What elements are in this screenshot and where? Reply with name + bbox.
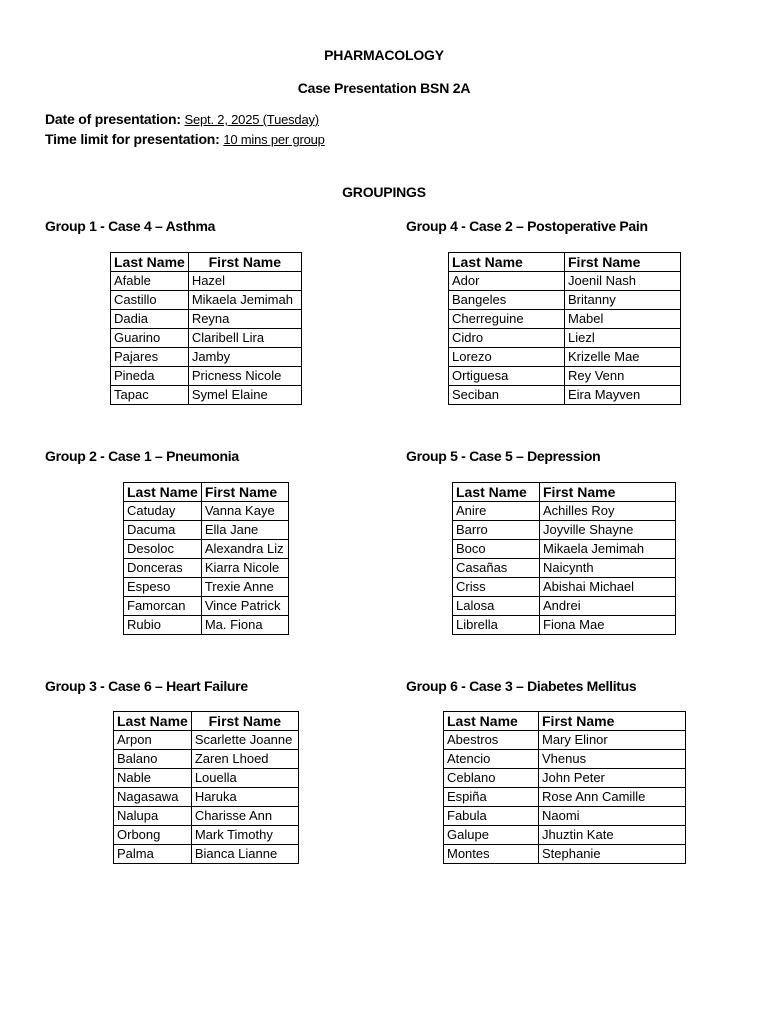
last-name-cell: Castillo xyxy=(111,291,189,310)
group-heading: Group 6 - Case 3 – Diabetes Mellitus xyxy=(406,678,637,694)
first-name-cell: Claribell Lira xyxy=(188,329,301,348)
first-name-cell: Mary Elinor xyxy=(539,731,686,750)
last-name-cell: Cherreguine xyxy=(449,310,565,329)
first-name-cell: Krizelle Mae xyxy=(565,348,681,367)
table-row xyxy=(453,597,676,616)
table-row xyxy=(453,540,676,559)
table-row xyxy=(124,502,289,521)
table-row xyxy=(124,559,289,578)
table-row xyxy=(111,272,302,291)
table-row xyxy=(114,807,299,826)
table-row xyxy=(453,559,676,578)
last-name-cell: Librella xyxy=(453,616,540,635)
last-name-cell: Nalupa xyxy=(114,807,192,826)
last-name-cell: Boco xyxy=(453,540,540,559)
first-name-cell: Liezl xyxy=(565,329,681,348)
group-heading: Group 5 - Case 5 – Depression xyxy=(406,448,601,464)
first-name-cell: Jhuztin Kate xyxy=(539,826,686,845)
group-roster-table xyxy=(452,482,676,635)
date-value: Sept. 2, 2025 (Tuesday) xyxy=(184,112,319,127)
last-name-header: Last Name xyxy=(449,253,565,272)
group-heading: Group 1 - Case 4 – Asthma xyxy=(45,218,216,234)
first-name-cell: Charisse Ann xyxy=(191,807,298,826)
first-name-cell: Eira Mayven xyxy=(565,386,681,405)
last-name-cell: Atencio xyxy=(444,750,539,769)
first-name-cell: Rey Venn xyxy=(565,367,681,386)
first-name-cell: Vhenus xyxy=(539,750,686,769)
first-name-cell: Vanna Kaye xyxy=(201,502,288,521)
table-row xyxy=(453,502,676,521)
table-row xyxy=(114,788,299,807)
time-label: Time limit for presentation: xyxy=(45,131,220,147)
table-row xyxy=(111,367,302,386)
last-name-header: Last Name xyxy=(114,712,192,731)
last-name-cell: Dadia xyxy=(111,310,189,329)
first-name-cell: Reyna xyxy=(188,310,301,329)
first-name-cell: Vince Patrick xyxy=(201,597,288,616)
group-heading: Group 4 - Case 2 – Postoperative Pain xyxy=(406,218,648,234)
last-name-cell: Desoloc xyxy=(124,540,202,559)
last-name-cell: Nagasawa xyxy=(114,788,192,807)
last-name-cell: Anire xyxy=(453,502,540,521)
table-row xyxy=(444,788,686,807)
first-name-cell: Abishai Michael xyxy=(540,578,676,597)
table-row xyxy=(444,731,686,750)
date-label: Date of presentation: xyxy=(45,111,181,127)
last-name-cell: Ceblano xyxy=(444,769,539,788)
last-name-cell: Rubio xyxy=(124,616,202,635)
table-row xyxy=(114,845,299,864)
last-name-cell: Donceras xyxy=(124,559,202,578)
last-name-cell: Criss xyxy=(453,578,540,597)
table-row xyxy=(111,310,302,329)
table-row xyxy=(444,769,686,788)
first-name-cell: Trexie Anne xyxy=(201,578,288,597)
last-name-header: Last Name xyxy=(444,712,539,731)
last-name-cell: Seciban xyxy=(449,386,565,405)
table-row xyxy=(124,616,289,635)
first-name-cell: Scarlette Joanne xyxy=(191,731,298,750)
last-name-cell: Fabula xyxy=(444,807,539,826)
table-header-row xyxy=(453,483,676,502)
last-name-header: Last Name xyxy=(124,483,202,502)
last-name-cell: Espiña xyxy=(444,788,539,807)
table-row xyxy=(444,845,686,864)
last-name-cell: Bangeles xyxy=(449,291,565,310)
table-row xyxy=(453,521,676,540)
first-name-header: First Name xyxy=(565,253,681,272)
first-name-header: First Name xyxy=(191,712,298,731)
first-name-cell: Naomi xyxy=(539,807,686,826)
first-name-cell: Alexandra Liz xyxy=(201,540,288,559)
time-line xyxy=(45,131,325,147)
table-row xyxy=(114,731,299,750)
table-row xyxy=(444,807,686,826)
group-roster-table xyxy=(443,711,686,864)
first-name-cell: Achilles Roy xyxy=(540,502,676,521)
table-row xyxy=(114,826,299,845)
table-row xyxy=(111,329,302,348)
last-name-cell: Palma xyxy=(114,845,192,864)
first-name-cell: Mikaela Jemimah xyxy=(540,540,676,559)
last-name-cell: Espeso xyxy=(124,578,202,597)
last-name-cell: Lalosa xyxy=(453,597,540,616)
last-name-header: Last Name xyxy=(111,253,189,272)
first-name-cell: Mabel xyxy=(565,310,681,329)
last-name-cell: Barro xyxy=(453,521,540,540)
table-row xyxy=(453,616,676,635)
first-name-cell: Symel Elaine xyxy=(188,386,301,405)
table-row xyxy=(449,329,681,348)
first-name-header: First Name xyxy=(539,712,686,731)
group-heading: Group 3 - Case 6 – Heart Failure xyxy=(45,678,248,694)
last-name-header: Last Name xyxy=(453,483,540,502)
first-name-header: First Name xyxy=(201,483,288,502)
first-name-cell: Zaren Lhoed xyxy=(191,750,298,769)
table-header-row xyxy=(124,483,289,502)
last-name-cell: Dacuma xyxy=(124,521,202,540)
last-name-cell: Orbong xyxy=(114,826,192,845)
first-name-cell: Jamby xyxy=(188,348,301,367)
table-row xyxy=(111,291,302,310)
table-row xyxy=(453,578,676,597)
first-name-cell: Mark Timothy xyxy=(191,826,298,845)
last-name-cell: Lorezo xyxy=(449,348,565,367)
first-name-cell: John Peter xyxy=(539,769,686,788)
table-row xyxy=(111,386,302,405)
last-name-cell: Guarino xyxy=(111,329,189,348)
first-name-cell: Pricness Nicole xyxy=(188,367,301,386)
last-name-cell: Afable xyxy=(111,272,189,291)
group-heading: Group 2 - Case 1 – Pneumonia xyxy=(45,448,239,464)
table-row xyxy=(114,750,299,769)
group-roster-table xyxy=(113,711,299,864)
first-name-cell: Kiarra Nicole xyxy=(201,559,288,578)
last-name-cell: Abestros xyxy=(444,731,539,750)
table-row xyxy=(111,348,302,367)
last-name-cell: Cidro xyxy=(449,329,565,348)
last-name-cell: Ador xyxy=(449,272,565,291)
table-row xyxy=(444,750,686,769)
table-row xyxy=(449,272,681,291)
date-line xyxy=(45,111,319,127)
table-row xyxy=(449,291,681,310)
first-name-cell: Rose Ann Camille xyxy=(539,788,686,807)
table-row xyxy=(449,367,681,386)
table-row xyxy=(124,597,289,616)
document-subtitle: Case Presentation BSN 2A xyxy=(297,80,471,96)
table-row xyxy=(449,310,681,329)
table-row xyxy=(449,348,681,367)
time-value: 10 mins per group xyxy=(223,132,325,147)
groupings-heading: GROUPINGS xyxy=(342,184,426,200)
first-name-cell: Naicynth xyxy=(540,559,676,578)
first-name-cell: Stephanie xyxy=(539,845,686,864)
last-name-cell: Ortiguesa xyxy=(449,367,565,386)
table-row xyxy=(114,769,299,788)
last-name-cell: Arpon xyxy=(114,731,192,750)
first-name-cell: Louella xyxy=(191,769,298,788)
table-row xyxy=(449,386,681,405)
last-name-cell: Balano xyxy=(114,750,192,769)
last-name-cell: Pineda xyxy=(111,367,189,386)
first-name-cell: Andrei xyxy=(540,597,676,616)
group-roster-table xyxy=(448,252,681,405)
last-name-cell: Casañas xyxy=(453,559,540,578)
table-header-row xyxy=(114,712,299,731)
first-name-header: First Name xyxy=(188,253,301,272)
document-title: PHARMACOLOGY xyxy=(324,47,444,63)
last-name-cell: Catuday xyxy=(124,502,202,521)
first-name-cell: Bianca Lianne xyxy=(191,845,298,864)
first-name-cell: Ma. Fiona xyxy=(201,616,288,635)
last-name-cell: Tapac xyxy=(111,386,189,405)
group-roster-table xyxy=(123,482,289,635)
last-name-cell: Galupe xyxy=(444,826,539,845)
table-row xyxy=(444,826,686,845)
first-name-cell: Hazel xyxy=(188,272,301,291)
last-name-cell: Pajares xyxy=(111,348,189,367)
first-name-cell: Mikaela Jemimah xyxy=(188,291,301,310)
first-name-cell: Fiona Mae xyxy=(540,616,676,635)
last-name-cell: Nable xyxy=(114,769,192,788)
table-row xyxy=(124,521,289,540)
table-row xyxy=(124,578,289,597)
last-name-cell: Montes xyxy=(444,845,539,864)
first-name-cell: Joyville Shayne xyxy=(540,521,676,540)
table-header-row xyxy=(111,253,302,272)
last-name-cell: Famorcan xyxy=(124,597,202,616)
table-header-row xyxy=(449,253,681,272)
first-name-header: First Name xyxy=(540,483,676,502)
group-roster-table xyxy=(110,252,302,405)
table-row xyxy=(124,540,289,559)
table-header-row xyxy=(444,712,686,731)
first-name-cell: Ella Jane xyxy=(201,521,288,540)
first-name-cell: Joenil Nash xyxy=(565,272,681,291)
first-name-cell: Haruka xyxy=(191,788,298,807)
first-name-cell: Britanny xyxy=(565,291,681,310)
